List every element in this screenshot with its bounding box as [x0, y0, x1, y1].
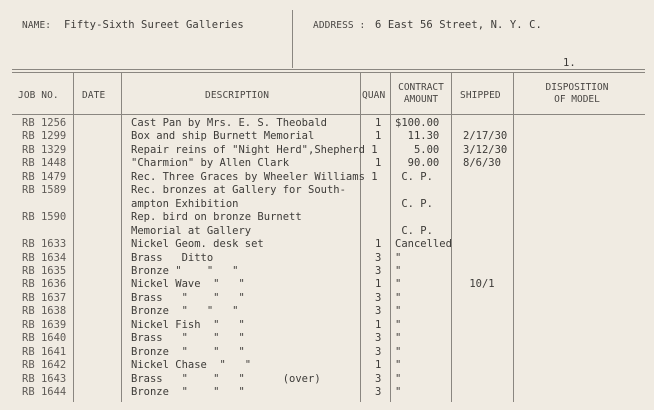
ledger-row [0, 346, 654, 359]
job-number: RB 1638 [22, 305, 67, 318]
description-cell: Cast Pan by Mrs. E. S. Theobald [131, 117, 327, 129]
address-value: 6 East 56 Street, N. Y. C. [375, 19, 542, 31]
description-cell: Nickel Wave " " [131, 278, 245, 291]
contract-amount-cell: " [395, 359, 402, 372]
description-cell: Brass " " " [131, 332, 245, 345]
col-description: DESCRIPTION [205, 90, 270, 101]
quantity-cell: 3 [375, 345, 382, 358]
job-number: RB 1329 [22, 143, 67, 156]
quantity-cell: 3 [375, 332, 382, 345]
description-cell: Nickel Fish " " [131, 318, 245, 331]
ledger-row [0, 332, 654, 345]
description-cell: Box and ship Burnett Memorial [131, 130, 315, 143]
quantity-cell: 3 [375, 372, 382, 385]
contract-amount-cell: " [395, 318, 402, 331]
ledger-row [0, 373, 654, 386]
shipped-cell: 8/6/30 [463, 157, 501, 170]
ledger-row [0, 278, 654, 291]
contract-amount-cell: " [395, 291, 402, 304]
ledger-row [0, 292, 654, 305]
ledger-row [0, 211, 654, 224]
ledger-row [0, 144, 654, 157]
job-number: RB 1634 [22, 251, 67, 264]
col-disposition: DISPOSITION OF MODEL [545, 82, 609, 105]
job-number: RB 1644 [22, 386, 67, 398]
description-cell: Rec. Three Graces by Wheeler Williams 1 [131, 170, 378, 183]
description-cell: Bronze " " " [131, 305, 239, 318]
quantity-cell: 1 [375, 318, 382, 331]
ledger-row [0, 198, 654, 211]
job-number: RB 1639 [22, 318, 67, 331]
shipped-cell: 10/1 [463, 278, 495, 291]
job-number: RB 1299 [22, 130, 67, 143]
shipped-cell: 3/12/30 [463, 143, 508, 156]
header-divider [292, 10, 293, 68]
ledger-row [0, 157, 654, 170]
job-number: RB 1448 [22, 157, 67, 170]
ledger-row [0, 184, 654, 197]
header-bottom-rule [12, 114, 645, 115]
col-job-no: JOB NO. [18, 90, 59, 101]
job-number: RB 1590 [22, 211, 67, 224]
description-cell: "Charmion" by Allen Clark [131, 157, 290, 170]
quantity-cell: 1 [375, 359, 382, 372]
quantity-cell: 3 [375, 386, 382, 398]
name-label: NAME: [22, 20, 52, 31]
shipped-cell: 2/17/30 [463, 130, 508, 143]
contract-amount-cell: C. P. [395, 224, 433, 237]
col-shipped: SHIPPED [460, 90, 501, 101]
col-quan: QUAN [362, 90, 386, 101]
job-number: RB 1637 [22, 291, 67, 304]
quantity-cell: 1 [375, 278, 382, 291]
contract-amount-cell: " [395, 251, 402, 264]
col-date: DATE [82, 90, 106, 101]
job-number: RB 1642 [22, 359, 67, 372]
contract-amount-cell: Cancelled [395, 238, 452, 251]
quantity-cell: 3 [375, 251, 382, 264]
contract-amount-cell: 90.00 [395, 157, 440, 170]
quantity-cell: 3 [375, 291, 382, 304]
job-number: RB 1633 [22, 238, 67, 251]
contract-amount-cell: 11.30 [395, 130, 440, 143]
description-cell: Nickel Chase " " [131, 359, 252, 372]
ledger-row [0, 386, 654, 399]
description-cell: Rec. bronzes at Gallery for South- [131, 184, 346, 197]
job-number: RB 1641 [22, 345, 67, 358]
contract-amount-cell: " [395, 305, 402, 318]
job-number: RB 1256 [22, 117, 67, 129]
name-value: Fifty-Sixth Sureet Galleries [64, 19, 244, 31]
contract-amount-cell: " [395, 372, 402, 385]
ledger-row [0, 238, 654, 251]
quantity-cell: 3 [375, 264, 382, 277]
top-rule-1 [12, 69, 645, 70]
job-number: RB 1635 [22, 264, 67, 277]
ledger-row [0, 359, 654, 372]
quantity-cell: 1 [375, 130, 382, 143]
description-cell: Brass " " " [131, 291, 245, 304]
top-rule-2 [12, 72, 645, 73]
job-number: RB 1643 [22, 372, 67, 385]
description-cell: Brass " " " (over) [131, 372, 321, 385]
description-cell: Nickel Geom. desk set [131, 238, 264, 251]
description-cell: Bronze " " " [131, 345, 245, 358]
description-cell: Brass Ditto [131, 251, 214, 264]
description-cell: Repair reins of "Night Herd",Shepherd 1 [131, 143, 378, 156]
contract-amount-cell: " [395, 332, 402, 345]
ledger-row [0, 225, 654, 238]
description-cell: ampton Exhibition [131, 197, 239, 210]
contract-amount-cell: $100.00 [395, 117, 440, 129]
quantity-cell: 1 [375, 117, 382, 129]
job-number: RB 1640 [22, 332, 67, 345]
contract-amount-cell: C. P. [395, 197, 433, 210]
ledger-row [0, 171, 654, 184]
ledger-row [0, 305, 654, 318]
ledger-row [0, 252, 654, 265]
ledger-row [0, 319, 654, 332]
contract-amount-cell: " [395, 386, 402, 398]
description-cell: Bronze " " " [131, 386, 245, 398]
job-number: RB 1636 [22, 278, 67, 291]
ledger-row [0, 117, 654, 130]
contract-amount-cell: " [395, 278, 402, 291]
ledger-row [0, 130, 654, 143]
quantity-cell: 1 [375, 157, 382, 170]
description-cell: Bronze " " " [131, 264, 239, 277]
ledger-row [0, 265, 654, 278]
quantity-cell: 3 [375, 305, 382, 318]
contract-amount-cell: " [395, 264, 402, 277]
job-number: RB 1589 [22, 184, 67, 197]
page-number: 1. [563, 57, 576, 69]
contract-amount-cell: C. P. [395, 170, 433, 183]
job-number: RB 1479 [22, 170, 67, 183]
col-contract-amount: CONTRACT AMOUNT [398, 82, 444, 105]
description-cell: Rep. bird on bronze Burnett [131, 211, 302, 224]
description-cell: Memorial at Gallery [131, 224, 252, 237]
address-label: ADDRESS : [313, 20, 366, 31]
contract-amount-cell: " [395, 345, 402, 358]
quantity-cell: 1 [375, 238, 382, 251]
contract-amount-cell: 5.00 [395, 143, 440, 156]
